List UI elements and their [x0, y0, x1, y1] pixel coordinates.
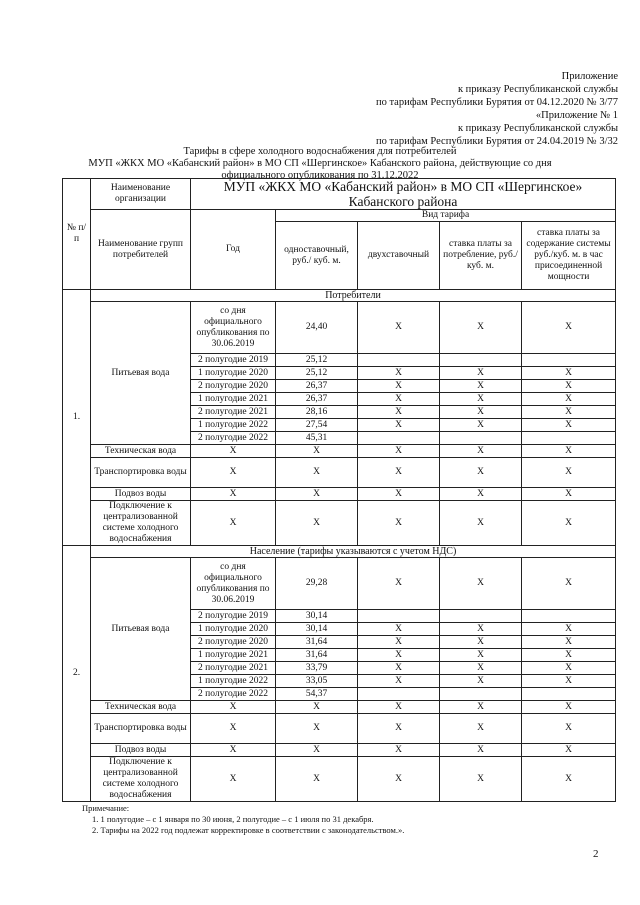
- maintenance-rate-value: Х: [522, 649, 616, 662]
- consumption-rate-value: Х: [440, 393, 522, 406]
- consumption-rate-value: Х: [440, 675, 522, 688]
- consumer-group-label: Подвоз воды: [91, 488, 191, 501]
- two-part-value: Х: [358, 380, 440, 393]
- two-part-value: Х: [358, 558, 440, 610]
- maintenance-rate-value: Х: [522, 662, 616, 675]
- maintenance-rate-value: Х: [522, 419, 616, 432]
- single-rate-value: 26,37: [276, 380, 358, 393]
- two-part-value: Х: [358, 445, 440, 458]
- two-part-value: Х: [358, 757, 440, 802]
- year-label: Год: [191, 210, 276, 290]
- org-name: МУП «ЖКХ МО «Кабанский район» в МО СП «Шергинское» Кабанского района: [191, 179, 616, 210]
- single-rate-value: Х: [276, 445, 358, 458]
- drinking-water-label: Питьевая вода: [91, 558, 191, 701]
- period-cell: 2 полугодие 2022: [191, 688, 276, 701]
- consumption-rate-value: Х: [440, 558, 522, 610]
- maintenance-rate-value: Х: [522, 406, 616, 419]
- maintenance-rate-value: Х: [522, 488, 616, 501]
- header-line: к приказу Республиканской службы: [457, 84, 618, 95]
- drinking-water-label: Питьевая вода: [91, 302, 191, 445]
- two-part-value: [358, 432, 440, 445]
- maintenance-rate-value: Х: [522, 701, 616, 714]
- maintenance-rate-value: Х: [522, 636, 616, 649]
- single-rate-value: 33,05: [276, 675, 358, 688]
- maintenance-rate-value: Х: [522, 757, 616, 802]
- period-cell: 1 полугодие 2022: [191, 419, 276, 432]
- two-part-value: Х: [358, 488, 440, 501]
- two-part-value: Х: [358, 393, 440, 406]
- maintenance-rate-value: Х: [522, 393, 616, 406]
- two-part-value: Х: [358, 367, 440, 380]
- maintenance-rate-value: Х: [522, 714, 616, 744]
- consumption-rate-value: [440, 354, 522, 367]
- consumption-rate-value: Х: [440, 488, 522, 501]
- consumption-rate-value: Х: [440, 458, 522, 488]
- maintenance-rate-value: [522, 432, 616, 445]
- consumption-rate-value: Х: [440, 636, 522, 649]
- period-cell: 1 полугодие 2020: [191, 367, 276, 380]
- consumption-rate-value: Х: [440, 757, 522, 802]
- header-line: Приложение: [561, 71, 618, 82]
- two-part-value: [358, 688, 440, 701]
- consumption-rate-value: Х: [440, 419, 522, 432]
- groups-label: Наименование групп потребителей: [91, 210, 191, 290]
- consumption-rate-value: Х: [440, 380, 522, 393]
- col-single-rate: одноставочный, руб./ куб. м.: [276, 222, 358, 290]
- consumption-rate-value: [440, 610, 522, 623]
- maintenance-rate-value: Х: [522, 445, 616, 458]
- two-part-value: [358, 610, 440, 623]
- consumption-rate-value: Х: [440, 445, 522, 458]
- period-cell: 2 полугодие 2020: [191, 636, 276, 649]
- consumption-rate-value: Х: [440, 662, 522, 675]
- org-label: Наименование организации: [91, 179, 191, 210]
- consumption-rate-value: Х: [440, 714, 522, 744]
- maintenance-rate-value: [522, 354, 616, 367]
- section-title: Население (тарифы указываются с учетом НДС): [91, 546, 616, 558]
- two-part-value: Х: [358, 501, 440, 546]
- single-rate-value: 25,12: [276, 367, 358, 380]
- single-rate-value: 31,64: [276, 636, 358, 649]
- consumption-rate-value: Х: [440, 501, 522, 546]
- maintenance-rate-value: Х: [522, 458, 616, 488]
- header-line: по тарифам Республики Бурятия от 24.04.2019 № 3/32: [375, 136, 618, 147]
- table-row: [63, 701, 616, 714]
- section-title-row: [63, 290, 616, 302]
- consumption-rate-value: [440, 432, 522, 445]
- single-rate-value: 54,37: [276, 688, 358, 701]
- consumer-group-label: Транспортировка воды: [91, 714, 191, 744]
- table-row: [63, 458, 616, 488]
- table-row: [63, 714, 616, 744]
- single-rate-value: 26,37: [276, 393, 358, 406]
- maintenance-rate-value: Х: [522, 558, 616, 610]
- table-row: [63, 445, 616, 458]
- title-line: официального опубликования по 31.12.2022: [221, 170, 419, 181]
- single-rate-value: Х: [276, 757, 358, 802]
- single-rate-value: 24,40: [276, 302, 358, 354]
- period-cell: со дня официального опубликования по 30.06.2019: [191, 558, 276, 610]
- period-cell: 2 полугодие 2020: [191, 380, 276, 393]
- consumer-group-label: Техническая вода: [91, 445, 191, 458]
- single-rate-value: Х: [276, 488, 358, 501]
- two-part-value: Х: [358, 419, 440, 432]
- col-consumption-rate: ставка платы за потребление, руб./ куб. м.: [440, 222, 522, 290]
- single-rate-value: 28,16: [276, 406, 358, 419]
- period-cell: Х: [191, 744, 276, 757]
- two-part-value: Х: [358, 701, 440, 714]
- single-rate-value: 45,31: [276, 432, 358, 445]
- consumption-rate-value: Х: [440, 367, 522, 380]
- consumption-rate-value: Х: [440, 744, 522, 757]
- table-row: [63, 302, 616, 354]
- section-title-row: [63, 546, 616, 558]
- maintenance-rate-value: [522, 688, 616, 701]
- period-cell: 1 полугодие 2020: [191, 623, 276, 636]
- period-cell: 2 полугодие 2019: [191, 610, 276, 623]
- note-line: Примечание:: [82, 803, 130, 813]
- single-rate-value: Х: [276, 458, 358, 488]
- two-part-value: Х: [358, 675, 440, 688]
- period-cell: 2 полугодие 2021: [191, 662, 276, 675]
- period-cell: 1 полугодие 2021: [191, 649, 276, 662]
- col-two-part: двухставочный: [358, 222, 440, 290]
- consumption-rate-value: [440, 688, 522, 701]
- period-cell: Х: [191, 757, 276, 802]
- two-part-value: [358, 354, 440, 367]
- consumer-group-label: Транспортировка воды: [91, 458, 191, 488]
- single-rate-value: 30,14: [276, 610, 358, 623]
- period-cell: со дня официального опубликования по 30.06.2019: [191, 302, 276, 354]
- single-rate-value: Х: [276, 701, 358, 714]
- maintenance-rate-value: Х: [522, 623, 616, 636]
- maintenance-rate-value: Х: [522, 380, 616, 393]
- section-title: Потребители: [91, 290, 616, 302]
- single-rate-value: Х: [276, 501, 358, 546]
- single-rate-value: Х: [276, 714, 358, 744]
- maintenance-rate-value: Х: [522, 302, 616, 354]
- num-header: № п/п: [63, 179, 91, 290]
- table-row: [63, 744, 616, 757]
- section-number: 1.: [63, 290, 91, 546]
- consumer-group-label: Техническая вода: [91, 701, 191, 714]
- consumer-group-label: Подключение к централизованной системе холодного водоснабжения: [91, 501, 191, 546]
- period-cell: Х: [191, 501, 276, 546]
- tariff-type-label: Вид тарифа: [276, 210, 616, 222]
- note-line: 2. Тарифы на 2022 год подлежат корректировке в соответствии с законодательством.».: [92, 825, 405, 835]
- two-part-value: Х: [358, 744, 440, 757]
- period-cell: 2 полугодие 2021: [191, 406, 276, 419]
- period-cell: 2 полугодие 2022: [191, 432, 276, 445]
- single-rate-value: 31,64: [276, 649, 358, 662]
- header-line: по тарифам Республики Бурятия от 04.12.2020 № 3/77: [375, 97, 618, 108]
- single-rate-value: 29,28: [276, 558, 358, 610]
- two-part-value: Х: [358, 636, 440, 649]
- maintenance-rate-value: Х: [522, 501, 616, 546]
- single-rate-value: 25,12: [276, 354, 358, 367]
- two-part-value: Х: [358, 649, 440, 662]
- table-row: [63, 558, 616, 610]
- maintenance-rate-value: Х: [522, 367, 616, 380]
- title-line: Тарифы в сфере холодного водоснабжения для потребителей: [183, 146, 457, 157]
- single-rate-value: 27,54: [276, 419, 358, 432]
- single-rate-value: 33,79: [276, 662, 358, 675]
- single-rate-value: 30,14: [276, 623, 358, 636]
- consumption-rate-value: Х: [440, 623, 522, 636]
- consumer-group-label: Подвоз воды: [91, 744, 191, 757]
- period-cell: 2 полугодие 2019: [191, 354, 276, 367]
- two-part-value: Х: [358, 458, 440, 488]
- period-cell: 1 полугодие 2022: [191, 675, 276, 688]
- period-cell: 1 полугодие 2021: [191, 393, 276, 406]
- maintenance-rate-value: [522, 610, 616, 623]
- single-rate-value: Х: [276, 744, 358, 757]
- consumption-rate-value: Х: [440, 406, 522, 419]
- table-row: [63, 501, 616, 546]
- two-part-value: Х: [358, 406, 440, 419]
- header-line: к приказу Республиканской службы: [457, 123, 618, 134]
- title-line: МУП «ЖКХ МО «Кабанский район» в МО СП «Шергинское» Кабанского района, действующие со дня: [88, 158, 552, 169]
- period-cell: Х: [191, 445, 276, 458]
- maintenance-rate-value: Х: [522, 744, 616, 757]
- consumption-rate-value: Х: [440, 701, 522, 714]
- table-row: [63, 757, 616, 802]
- section-number: 2.: [63, 546, 91, 802]
- two-part-value: Х: [358, 662, 440, 675]
- table-row: [63, 488, 616, 501]
- page-number: 2: [593, 848, 599, 860]
- two-part-value: Х: [358, 714, 440, 744]
- consumption-rate-value: Х: [440, 302, 522, 354]
- period-cell: Х: [191, 458, 276, 488]
- consumption-rate-value: Х: [440, 649, 522, 662]
- consumer-group-label: Подключение к централизованной системе холодного водоснабжения: [91, 757, 191, 802]
- period-cell: Х: [191, 714, 276, 744]
- two-part-value: Х: [358, 302, 440, 354]
- maintenance-rate-value: Х: [522, 675, 616, 688]
- note-line: 1. 1 полугодие – с 1 января по 30 июня, 2 полугодие – с 1 июля по 31 декабря.: [92, 814, 374, 824]
- period-cell: Х: [191, 701, 276, 714]
- period-cell: Х: [191, 488, 276, 501]
- col-maintenance-rate: ставка платы за содержание системы руб./куб. м. в час присоединенной мощности: [522, 222, 616, 290]
- tariff-table: [62, 178, 616, 802]
- header-line: «Приложение № 1: [535, 110, 618, 121]
- two-part-value: Х: [358, 623, 440, 636]
